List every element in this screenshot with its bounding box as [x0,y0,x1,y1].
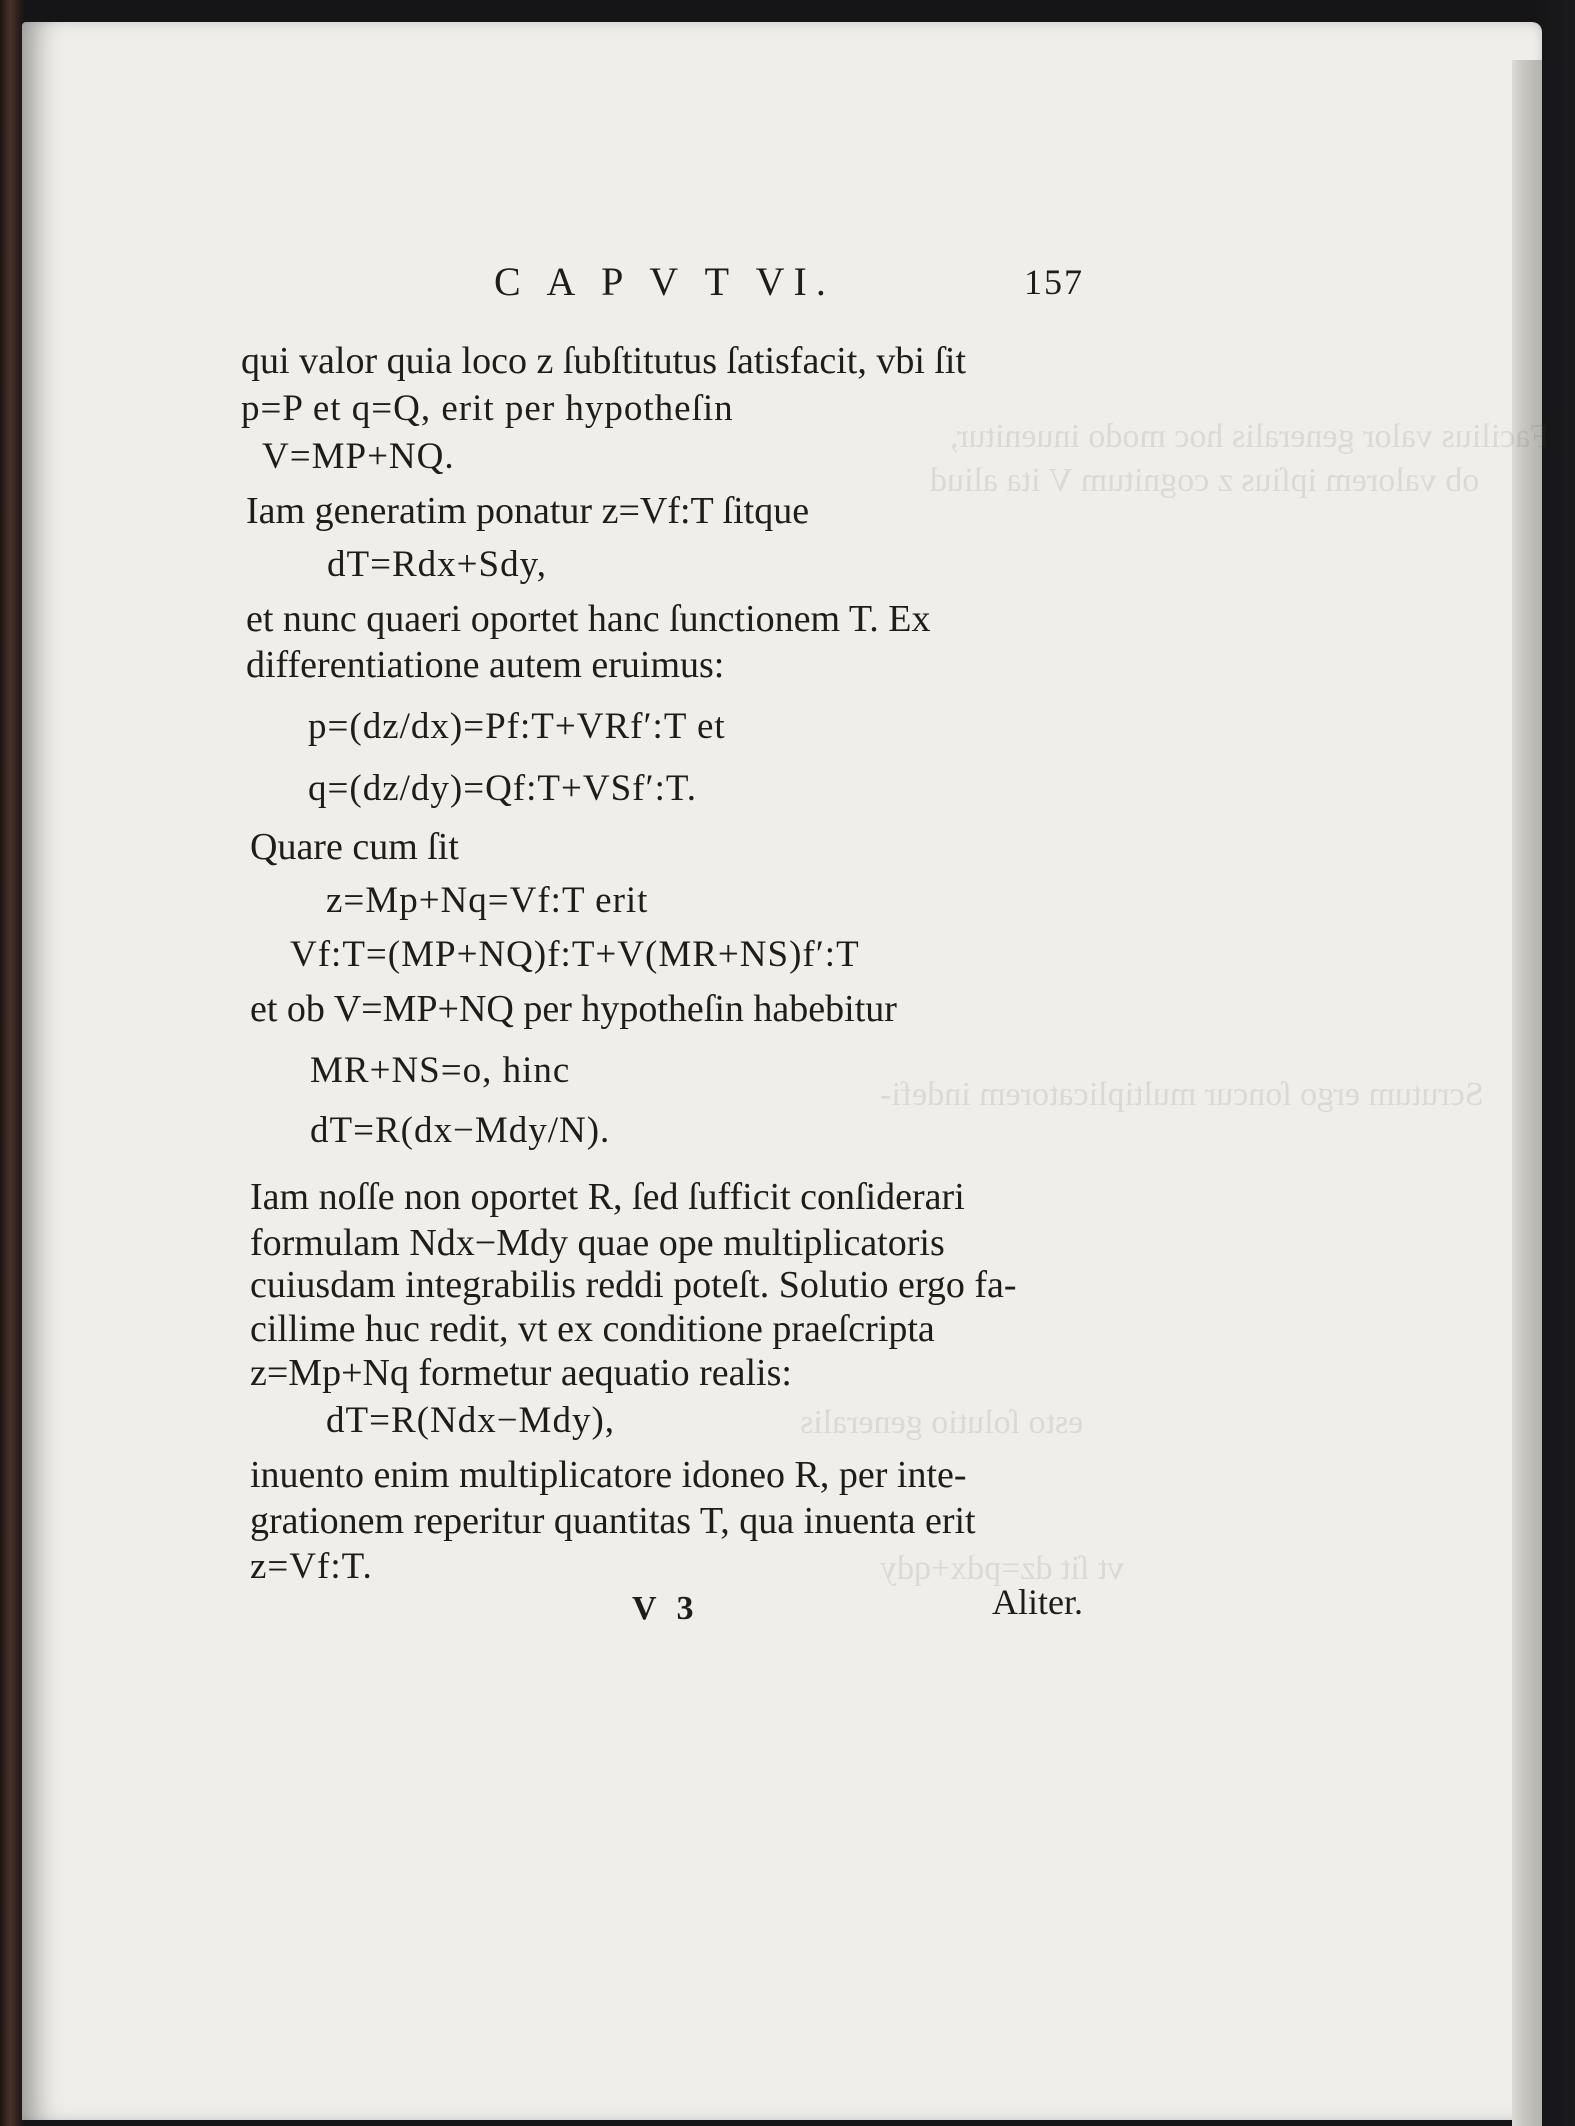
text-line-23: grationem reperitur quantitas T, qua inuenta erit [250,1500,976,1542]
text-line-1: qui valor quia loco z ſubſtitutus ſatisfacit, vbi ſit [241,340,967,382]
text-line-17: formulam Ndx−Mdy quae ope multiplicatoris [250,1222,945,1264]
equation-9: dT=R(Ndx−Mdy), [326,1400,616,1441]
text-line-13: et ob V=MP+NQ per hypotheſin habebitur [250,988,897,1030]
signature-mark: V 3 [632,1590,700,1627]
equation-3: p=(dz/dx)=Pf:T+VRf′:T et [308,706,726,747]
text-line-22: inuento enim multiplicatore idoneo R, per inte- [250,1454,967,1496]
text-line-2: p=P et q=Q, erit per hypotheſin [241,388,734,429]
equation-8: dT=R(dx−Mdy/N). [310,1110,611,1151]
text-line-10: Quare cum ſit [250,826,459,868]
text-line-19: cillime huc redit, vt ex conditione praeſcripta [250,1308,935,1350]
text-line-6: et nunc quaeri oportet hanc ſunctionem T. Ex [246,598,931,640]
catchword: Aliter. [992,1582,1083,1622]
equation-6: Vf:T=(MP+NQ)f:T+V(MR+NS)f′:T [290,934,860,975]
equation-1: V=MP+NQ. [262,436,455,477]
text-line-7: differentiatione autem eruimus: [246,644,725,686]
running-head: C A P V T VI. [494,259,835,304]
equation-7: MR+NS=o, hinc [310,1050,571,1091]
text-line-4: Iam generatim ponatur z=Vf:T ſitque [246,490,810,532]
text-line-20: z=Mp+Nq formetur aequatio realis: [250,1352,792,1394]
book-page [22,22,1542,2120]
equation-5: z=Mp+Nq=Vf:T erit [326,880,649,921]
text-line-16: Iam noſſe non oportet R, ſed ſufficit conſiderari [250,1176,965,1218]
equation-2: dT=Rdx+Sdy, [327,544,547,585]
page-stack-edge [1512,60,1542,2126]
text-line-18: cuiusdam integrabilis reddi poteſt. Solutio ergo fa- [250,1264,1017,1306]
equation-4: q=(dz/dy)=Qf:T+VSf′:T. [308,768,697,809]
page-number: 157 [1024,262,1084,302]
text-line-24: z=Vf:T. [250,1546,373,1587]
book-binding-edge [0,0,18,2126]
